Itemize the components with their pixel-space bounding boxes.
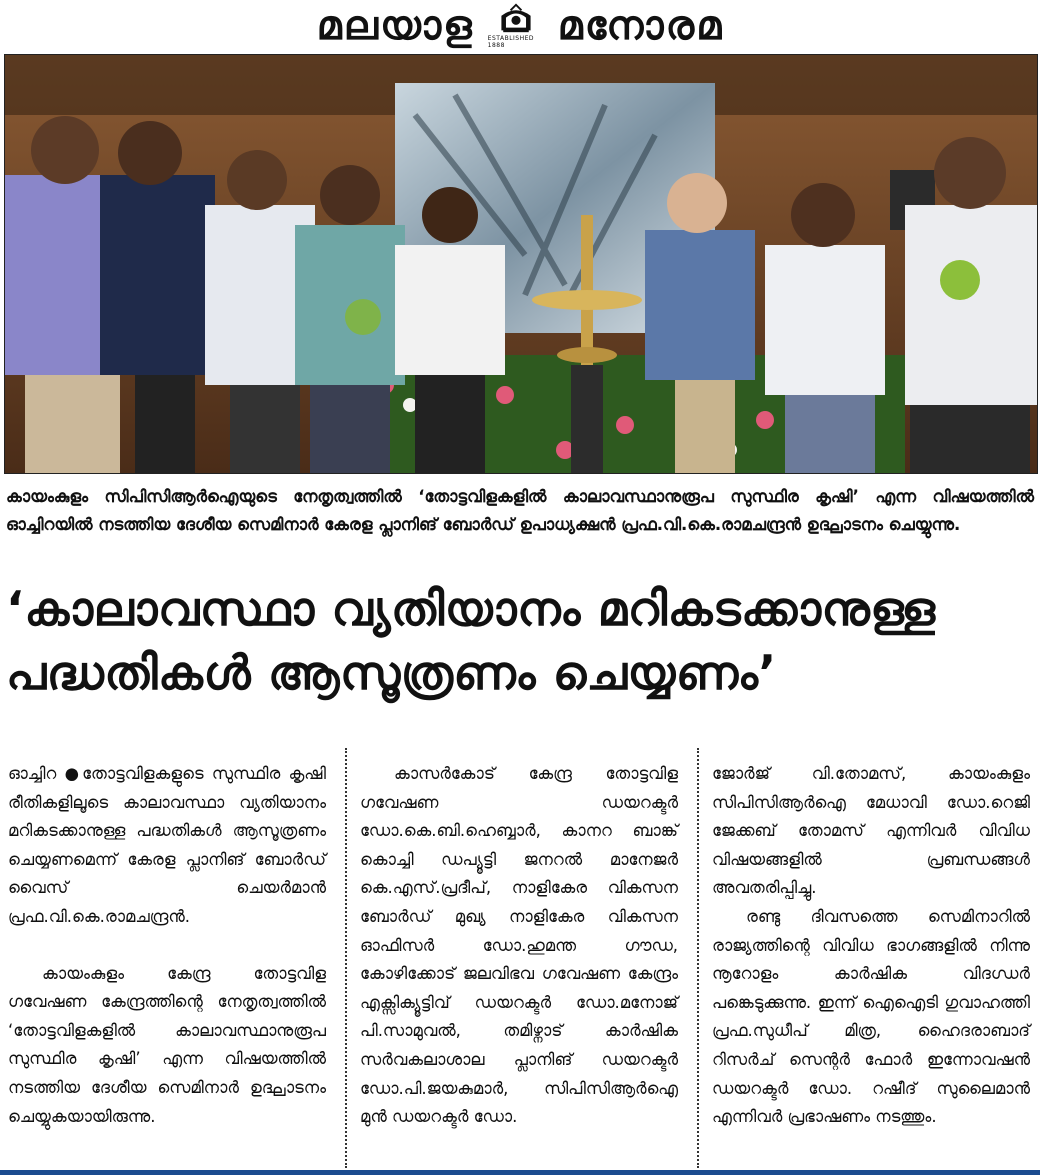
headline-line-2: പദ്ധതികൾ ആസൂത്രണം ചെയ്യണം’ xyxy=(6,646,777,701)
headline xyxy=(6,578,1036,706)
newspaper-emblem-icon xyxy=(488,3,544,49)
article-paragraph: കായംകുളം കേന്ദ്ര തോട്ടവിള ഗവേഷണ കേന്ദ്രത്തിന്റെ നേതൃത്വത്തിൽ ‘തോട്ടവിളകളിൽ കാലാവസ്ഥാനുരൂപ സുസ്ഥിര കൃഷി’ എന്ന വിഷയത്തിൽ നടത്തിയ ദേശീയ സെമിനാർ ഉദ്ഘാടനം ചെയ്യുകയായിരുന്നു. xyxy=(8,963,326,1126)
photo-caption: കായംകുളം സിപിസിആർഐയുടെ നേതൃത്വത്തിൽ ‘തോട്ടവിളകളിൽ കാലാവസ്ഥാനുരൂപ സുസ്ഥിര കൃഷി’ എന്ന വിഷയത്തിൽ ഓച്ചിറയിൽ നടത്തിയ ദേശീയ സെമിനാർ കേരള പ്ലാനിങ് ബോർഡ് ഉപാധ്യക്ഷൻ പ്രഫ.വി.കെ.രാമചന്ദ്രൻ ഉദ്ഘാടനം ചെയ്യുന്നു. xyxy=(6,487,1034,534)
column-divider xyxy=(345,748,347,1168)
established-text: ESTABLISHED 1888 xyxy=(487,35,535,49)
photo-illustration xyxy=(5,55,1037,473)
crest-icon xyxy=(496,3,536,34)
article-paragraph: ജോർജ് വി.തോമസ്, കായംകുളം സിപിസിആർഐ മേധാവി ഡോ.റെജി ജേക്കബ് തോമസ് എന്നിവർ വിവിധ വിഷയങ്ങളിൽ പ്രബന്ധങ്ങൾ അവതരിപ്പിച്ചു. xyxy=(712,764,1030,898)
column-divider xyxy=(697,748,699,1168)
event-photo xyxy=(4,54,1038,474)
headline-line-1: ‘കാലാവസ്ഥാ വ്യതിയാനം മറികടക്കാനുള്ള xyxy=(6,582,936,637)
article-column-2 xyxy=(360,760,678,1160)
article-paragraph: കാസർകോട് കേന്ദ്ര തോട്ടവിള ഗവേഷണ ഡയറക്ടർ ഡോ.കെ.ബി.ഹെബ്ബാർ, കാനറ ബാങ്ക് കൊച്ചി ഡപ്യൂട്ടി ജനറൽ മാനേജർ കെ.എസ്.പ്രദീപ്, നാളികേര വികസന ബോർഡ് മുഖ്യ നാളികേര വികസന ഓഫിസർ ഡോ.ഹുമന്ത ഗൗഡ, കോഴിക്കോട് ജലവിഭവ ഗവേഷണ കേന്ദ്രം എക്സിക്യൂട്ടിവ് ഡയറക്ടർ ഡോ.മനോജ് പി.സാമുവൽ, തമിഴ്നാട് കാർഷിക സർവകലാശാല പ്ലാനിങ് ഡയറക്ടർ ഡോ.പി.ജയകുമാർ, സിപിസിആർഐ മുൻ ഡയറക്ടർ ഡോ. xyxy=(360,764,678,1127)
masthead xyxy=(0,0,1040,52)
bottom-bar xyxy=(0,1170,1040,1175)
masthead-title-right: മനോരമ xyxy=(557,3,724,49)
article-paragraph: ഓച്ചിറ ●തോട്ടവിളകളുടെ സുസ്ഥിര കൃഷി രീതികളിലൂടെ കാലാവസ്ഥാ വ്യതിയാനം മറികടക്കാനുള്ള പദ്ധതികൾ ആസൂത്രണം ചെയ്യണമെന്ന് കേരള പ്ലാനിങ് ബോർഡ് വൈസ് ചെയർമാൻ പ്രഫ.വി.കെ.രാമചന്ദ്രൻ. xyxy=(8,764,326,926)
masthead-title-left: മലയാള xyxy=(316,3,474,49)
article-paragraph: രണ്ടു ദിവസത്തെ സെമിനാറിൽ രാജ്യത്തിന്റെ വിവിധ ഭാഗങ്ങളിൽ നിന്നു നൂറോളം കാർഷിക വിദഗ്ധർ പങ്കെടുക്കുന്നു. ഇന്ന് ഐഐടി ഗുവാഹത്തി പ്രഫ.സുധീപ് മിത്ര, ഹൈദരാബാദ് റിസർച് സെന്റർ ഫോർ ഇന്നോവഷൻ ഡയറക്ടർ ഡോ. റഷീദ് സുലൈമാൻ എന്നിവർ പ്രഭാഷണം നടത്തും. xyxy=(712,906,1030,1127)
article-column-1 xyxy=(8,760,326,1159)
article-column-3 xyxy=(712,760,1030,1160)
